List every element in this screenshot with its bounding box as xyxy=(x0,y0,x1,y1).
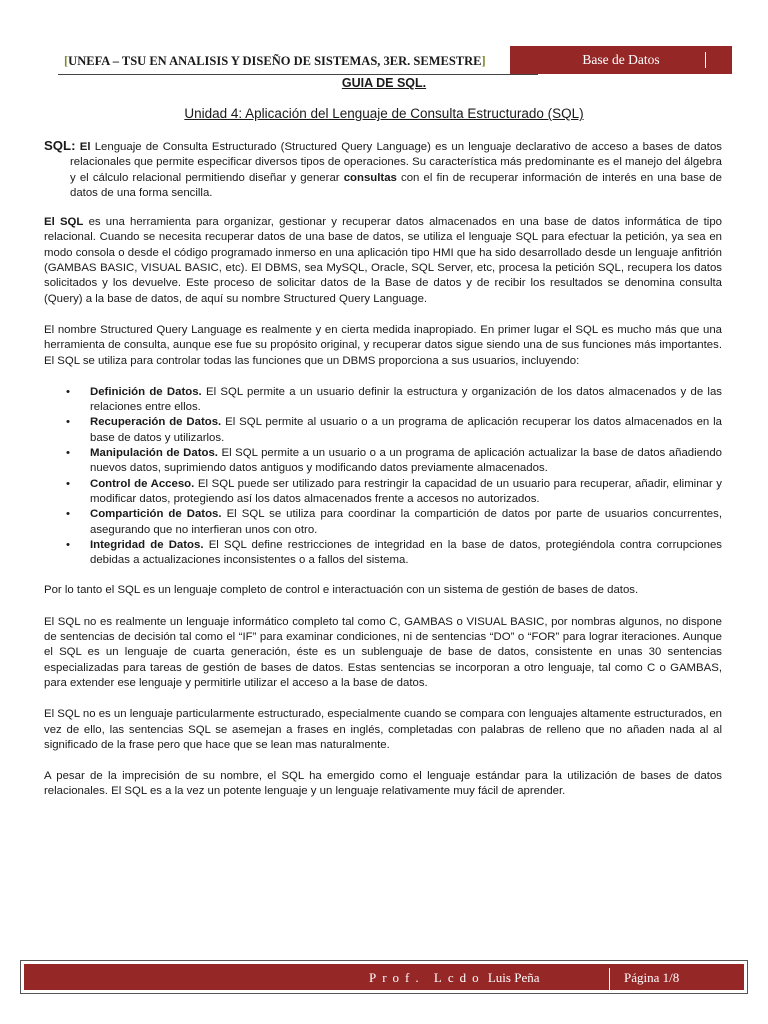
header-rule xyxy=(58,74,538,75)
list-item-text: El SQL se utiliza para coordinar la compartición de datos por parte de usuarios concurrentes, asegurando que no interfieran unos con otro. xyxy=(90,508,722,536)
guide-title: GUIA DE SQL. xyxy=(341,76,427,90)
paragraph-not-full-language: El SQL no es realmente un lenguaje informático completo tal como C, GAMBAS o VISUAL BASIC, por nombras algunos, no dispone de sentencias de decisión tal como el “IF” para examinar condiciones, ni de sentencias “DO” o “FOR” para lograr iteraciones. Aunque el SQL es un lenguaje de cuarta generación, éste es un sublenguaje de base de datos, consistente en unas 30 sentencias especializadas para tareas de gestión de bases de datos. Estas sentencias se incorporan a otro lenguaje, tal como C o GAMBAS, para extender ese lenguaje y permitirle utilizar el acceso a la base de datos. xyxy=(44,615,722,689)
header-subject-label: Base de Datos xyxy=(582,52,660,67)
list-item-term: Integridad de Datos. xyxy=(90,538,204,551)
header-bracket-open: [ xyxy=(64,54,69,68)
list-item-term: Control de Acceso. xyxy=(90,477,195,490)
paragraph-standard: A pesar de la imprecisión de su nombre, el SQL ha emergido como el lenguaje estándar para la utilización de bases de datos relacionales. El SQL es a la vez un potente lenguaje y un lenguaje relativamente muy fácil de aprender. xyxy=(44,770,722,798)
intro-paragraph xyxy=(44,138,722,201)
list-item xyxy=(66,477,722,508)
header-title-text: UNEFA – TSU EN ANALISIS Y DISEÑO DE SISTEMAS, 3ER. SEMESTRE xyxy=(68,54,482,68)
footer-divider xyxy=(609,968,610,990)
intro-label: SQL: xyxy=(44,138,76,153)
list-item xyxy=(66,507,722,538)
list-item-text: El SQL permite a un usuario o a un programa de aplicación actualizar la base de datos añadiendo nuevos datos, suprimiendo datos antiguos y modificando datos previamente almacenados. xyxy=(90,447,722,475)
list-item xyxy=(66,385,722,416)
paragraph-tool xyxy=(44,215,722,307)
page-number: Página 1/8 xyxy=(624,970,680,985)
list-item-term: Recuperación de Datos. xyxy=(90,416,222,429)
list-item xyxy=(66,415,723,446)
bullet-icon: • xyxy=(66,538,70,551)
list-item xyxy=(66,538,722,569)
list-item-text: El SQL define restricciones de integridad en la base de datos, protegiéndola contra corrupciones debidas a actualizaciones inconsistentes o a fallos del sistema. xyxy=(90,538,722,567)
list-item-text: El SQL permite al usuario o a un programa de aplicación recuperar los datos almacenados en la base de datos y utilizarlos. xyxy=(90,416,723,444)
footer-author xyxy=(369,970,540,986)
intro-text-2: con el fin de recuperar información de interés en una base de datos de una forma sencilla. xyxy=(70,171,722,199)
paragraph-structured: El SQL no es un lenguaje particularmente estructurado, especialmente cuando se compara con lenguajes altamente estructurados, en vez de ello, las sentencias SQL se asemejan a frases en inglés, completadas con palabras de relleno que no añaden nada al al significado de la frase pero que hace que se lean mas naturalmente. xyxy=(44,708,722,751)
intro-lead: El xyxy=(79,141,91,153)
page-footer xyxy=(20,960,748,994)
header-title xyxy=(64,54,486,69)
header-bracket-close: ] xyxy=(481,54,486,68)
bullet-icon: • xyxy=(66,447,70,460)
bullet-icon: • xyxy=(66,416,70,429)
list-item-text: El SQL puede ser utilizado para restringir la capacidad de un usuario para recuperar, añadir, eliminar y modificar datos, protegiendo así los datos almacenados frente a accesos no autorizados. xyxy=(90,477,722,505)
list-item-term: Definición de Datos. xyxy=(90,385,202,398)
list-item-text: El SQL permite a un usuario definir la estructura y organización de los datos almacenados y de las relaciones entre ellos. xyxy=(90,385,722,414)
list-item xyxy=(66,446,722,477)
paragraph-tool-text: es una herramienta para organizar, gestionar y recuperar datos almacenados en una base de datos informática de tipo relacional. Cuando se necesita recuperar datos de una base de datos, se utiliza el lenguaje SQL para efectuar la petición, ya sea en modo consola o desde el código programado inmerso en una aplicación tipo HMI que ha sido desarrollado desde un lenguaje anfitrión (GAMBAS BASIC, VISUAL BASIC, etc). El DBMS, sea MySQL, Oracle, SQL Server, etc, procesa la petición SQL, recupera los datos solicitados y los devuelve. Este proceso de solicitar datos de la Base de datos y de recibir los resultados se denomina consulta (Query) a la base de datos, de aquí su nombre Structured Query Language. xyxy=(44,216,722,305)
footer-prof-name: Luis Peña xyxy=(487,970,540,985)
intro-text-1: Lenguaje de Consulta Estructurado (Structured Query Language) es un lenguaje declarativo de acceso a bases de datos relacionales que permite especificar diversos tipos de operaciones. Su característica más predominante es el manejo del álgebra y el cálculo relacional permitiendo diseñar y generar xyxy=(70,141,722,184)
intro-bold-word: consultas xyxy=(343,171,397,184)
functions-list xyxy=(44,385,722,569)
header-tab-divider xyxy=(705,52,706,68)
bullet-icon: • xyxy=(66,385,70,398)
footer-banner xyxy=(24,964,744,990)
document-body xyxy=(44,138,722,816)
paragraph-tool-lead: El SQL xyxy=(44,216,84,229)
header-subject-tab xyxy=(510,46,732,74)
page-header xyxy=(42,44,730,74)
list-item-term: Compartición de Datos. xyxy=(90,508,222,521)
paragraph-name: El nombre Structured Query Language es realmente y en cierta medida inapropiado. En primer lugar el SQL es mucho más que una herramienta de consulta, aunque ese fue su propósito original, y recuperar datos sigue siendo una de sus funciones más importantes. El SQL se utiliza para controlar todas las funciones que un DBMS proporciona a sus usuarios, incluyendo: xyxy=(44,323,722,367)
unit-title: Unidad 4: Aplicación del Lenguaje de Consulta Estructurado (SQL) xyxy=(184,106,584,121)
bullet-icon: • xyxy=(66,508,70,521)
list-item-term: Manipulación de Datos. xyxy=(90,447,218,460)
bullet-icon: • xyxy=(66,477,70,490)
paragraph-complete: Por lo tanto el SQL es un lenguaje completo de control e interactuación con un sistema de gestión de bases de datos. xyxy=(44,584,639,597)
footer-prof-title: Prof. Lcdo xyxy=(369,970,485,985)
